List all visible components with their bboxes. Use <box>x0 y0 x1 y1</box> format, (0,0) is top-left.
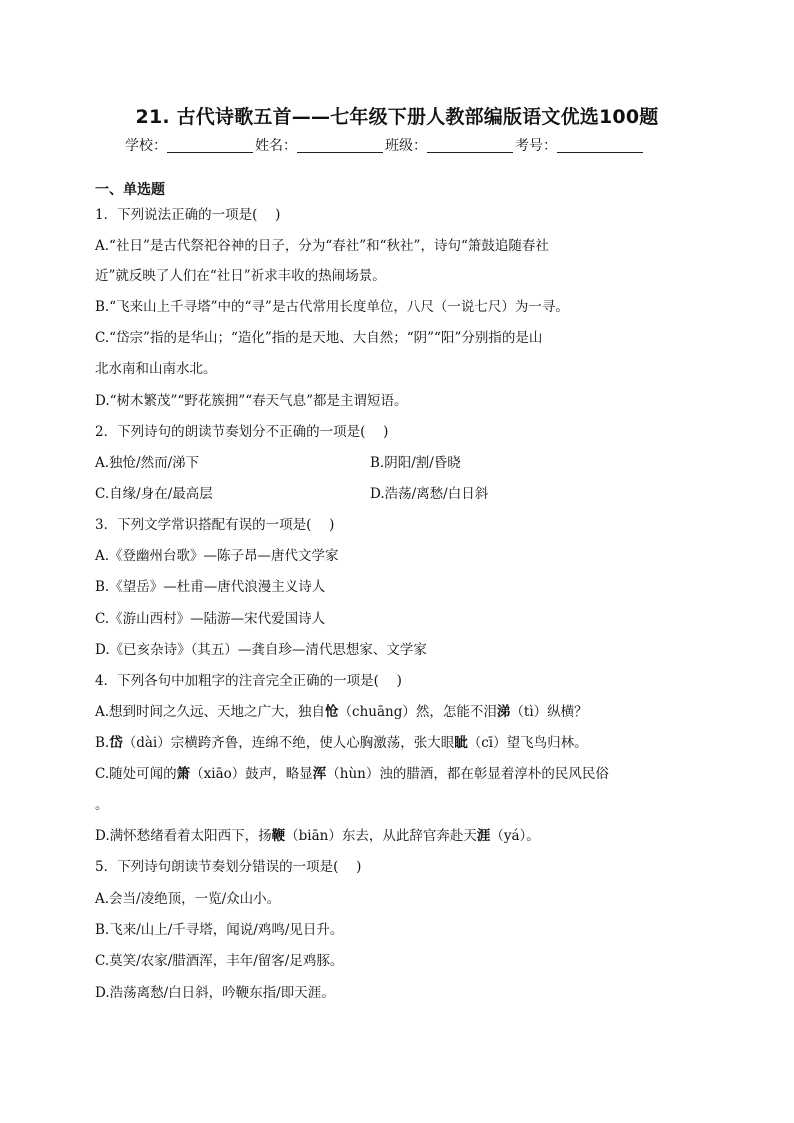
q5-option-c: C.莫笑/农家/腊酒浑，丰年/留客/足鸡豚。 <box>95 953 344 969</box>
q4-b-prefix: B. <box>95 735 110 751</box>
q1-option-c-line2: 北水南和山南水北。 <box>95 361 217 377</box>
q2-row1 <box>95 453 715 473</box>
q3-option-c: C.《游山西村》—陆游—宋代爱国诗人 <box>95 611 326 627</box>
q4-b-text-2: （cī）望飞鸟归林。 <box>467 735 588 751</box>
q2-option-c: C.自缘/身在/最高层 <box>95 486 213 502</box>
q4-a-text-1: A.想到时间之久远、天地之广大，独自 <box>95 704 326 720</box>
q4-c-text-1: C.随处可闻的 <box>95 766 177 782</box>
q4-c-text-2: （xiāo）鼓声，略显 <box>190 766 313 782</box>
q4-d-text-2: （biān）东去，从此辞官奔赴天 <box>285 828 477 844</box>
q3-stem: 3．下列文学常识搭配有误的一项是( ) <box>95 517 335 533</box>
q5-option-b: B.飞来/山上/千寻塔，闻说/鸡鸣/见日升。 <box>95 922 344 938</box>
school-blank <box>167 138 253 153</box>
q4-option-a <box>95 702 715 722</box>
q2-row2 <box>95 484 715 504</box>
q4-d-bold-2: 涯 <box>476 828 491 844</box>
q1-option-c-line1: C.“岱宗”指的是华山；“造化”指的是天地、大自然；“阴”“阳”分别指的是山 <box>95 330 543 346</box>
section-heading: 一、单选题 <box>95 182 165 198</box>
q4-d-text-1: D.满怀愁绪看着太阳西下，扬 <box>95 828 272 844</box>
student-info-line <box>125 135 685 155</box>
class-label: 班级： <box>385 138 427 154</box>
number-label: 考号： <box>515 138 557 154</box>
q4-a-bold-1: 怆 <box>325 704 339 720</box>
q2-option-d: D.浩荡/离愁/白日斜 <box>370 486 489 502</box>
q4-a-text-2: （chuāng）然，怎能不泪 <box>338 704 497 720</box>
q1-option-a-line2: 近”就反映了人们在“社日”祈求丰收的热闹场景。 <box>95 268 386 284</box>
q3-option-d: D.《已亥杂诗》（其五）—龚自珍—清代思想家、文学家 <box>95 642 427 658</box>
q4-option-c <box>95 764 715 784</box>
name-label: 姓名： <box>255 138 297 154</box>
q4-d-text-3: （yá）。 <box>490 828 540 844</box>
q4-a-bold-2: 涕 <box>496 704 511 720</box>
name-blank <box>297 138 383 153</box>
number-blank <box>557 138 643 153</box>
q4-a-text-3: （tì）纵横？ <box>510 704 588 720</box>
q3-option-b: B.《望岳》—杜甫—唐代浪漫主义诗人 <box>95 579 326 595</box>
q4-option-b <box>95 733 715 753</box>
q2-option-a: A.独怆/然而/涕下 <box>95 455 200 471</box>
q4-option-d <box>95 826 715 846</box>
q4-b-text-1: （dài）宗横跨齐鲁，连绵不绝，使人心胸激荡，张大眼 <box>122 735 455 751</box>
q5-option-d: D.浩荡离愁/白日斜，吟鞭东指/即天涯。 <box>95 985 335 1001</box>
q1-option-b: B.“飞来山上千寻塔”中的“寻”是古代常用长度单位，八尺（一说七尺）为一寻。 <box>95 299 569 315</box>
q4-b-bold-2: 眦 <box>454 735 468 751</box>
q4-c-bold-1: 箫 <box>176 766 191 782</box>
q5-option-a: A.会当/凌绝顶，一览/众山小。 <box>95 891 281 907</box>
q1-option-d: D.“树木繁茂”“野花簇拥”“春天气息”都是主谓短语。 <box>95 393 408 409</box>
q3-option-a: A.《登幽州台歌》—陈子昂—唐代文学家 <box>95 548 339 564</box>
q4-c-bold-2: 浑 <box>312 766 327 782</box>
q4-option-c-tail: 。 <box>95 797 109 813</box>
q1-stem: 1．下列说法正确的一项是( ) <box>95 207 281 223</box>
class-blank <box>427 138 513 153</box>
q4-b-bold-1: 岱 <box>109 735 123 751</box>
q2-option-b: B.阴阳/割/昏晓 <box>370 455 461 471</box>
q4-c-text-3: （hùn）浊的腊酒，都在彰显着淳朴的民风民俗 <box>326 766 609 782</box>
q1-option-a-line1: A.“社日”是古代祭祀谷神的日子，分为“春社”和“秋社”，诗句“箫鼓追随春社 <box>95 238 549 254</box>
q4-stem: 4．下列各句中加粗字的注音完全正确的一项是( ) <box>95 673 402 689</box>
q2-stem: 2．下列诗句的朗读节奏划分不正确的一项是( ) <box>95 424 389 440</box>
q5-stem: 5．下列诗句朗读节奏划分错误的一项是( ) <box>95 859 362 875</box>
page-title: 21. 古代诗歌五首——七年级下册人教部编版语文优选100题 <box>135 106 659 128</box>
school-label: 学校： <box>125 138 167 154</box>
q4-d-bold-1: 鞭 <box>271 828 286 844</box>
